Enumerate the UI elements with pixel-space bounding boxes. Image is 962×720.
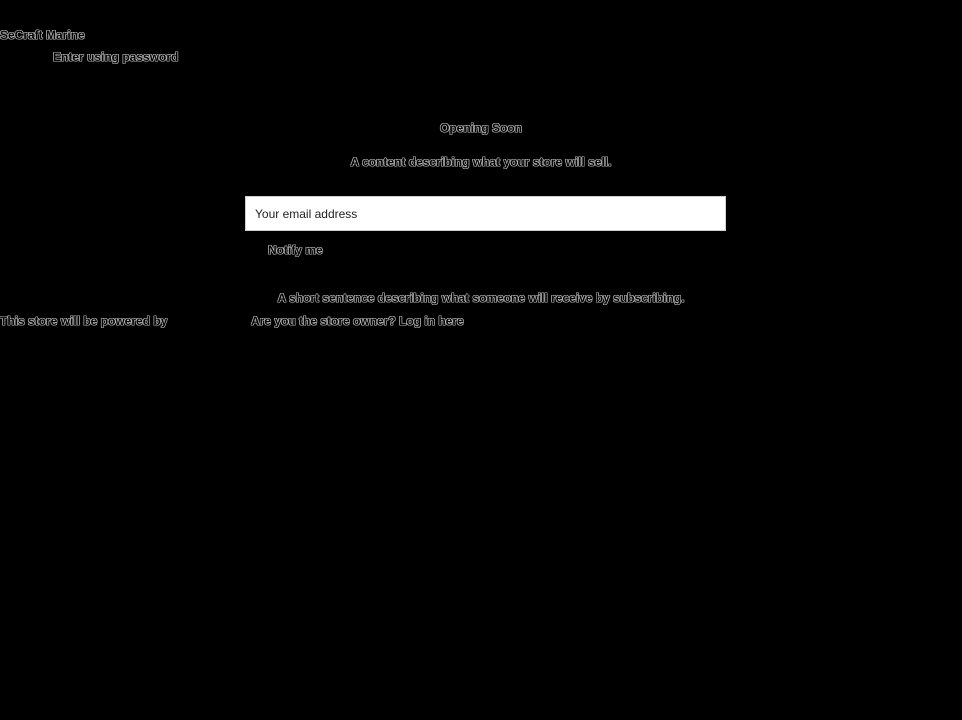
notify-me-button[interactable]	[262, 241, 329, 257]
enter-password-link[interactable]: Enter using password	[53, 50, 179, 64]
powered-by-text: This store will be powered by	[0, 314, 168, 328]
subscribe-note: A short sentence describing what someone will receive by subscribing.	[277, 291, 685, 305]
store-name: SeCraft Marine	[0, 28, 85, 42]
owner-login-link[interactable]: Are you the store owner? Log in here	[251, 314, 464, 328]
page-title: Opening Soon	[440, 121, 522, 135]
notify-me-label: Notify me	[268, 242, 323, 257]
email-input[interactable]	[245, 196, 726, 231]
store-tagline: A content describing what your store will sell.	[350, 155, 612, 169]
